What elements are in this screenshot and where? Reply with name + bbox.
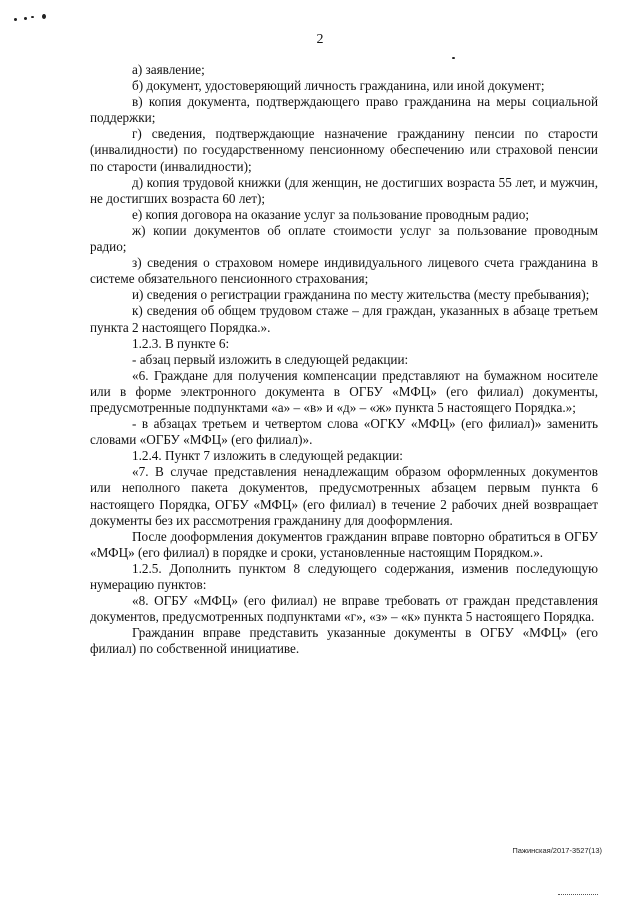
paragraph: Гражданин вправе представить указанные документы в ОГБУ «МФЦ» (его филиал) по собственной инициативе. [90, 625, 598, 657]
scan-mark [31, 16, 34, 18]
paragraph: 1.2.5. Дополнить пунктом 8 следующего содержания, изменив последующую нумерацию пунктов: [90, 560, 598, 592]
scan-mark [42, 14, 46, 19]
paragraph: «6. Граждане для получения компенсации представляют на бумажном носителе или в форме электронного документа в ОГБУ «МФЦ» (его филиал) документы, предусмотренные подпунктами «а» – «в» и «д» – «ж» пункта 5 настоящего Порядка.»; [90, 367, 598, 415]
paragraph: б) документ, удостоверяющий личность гражданина, или иной документ; [132, 78, 545, 94]
paragraph: 1.2.3. В пункте 6: [132, 335, 230, 351]
scan-mark [452, 57, 455, 59]
paragraph: - абзац первый изложить в следующей редакции: [132, 351, 409, 367]
paragraph: «7. В случае представления ненадлежащим образом оформленных документов или неполного пакета документов, предусмотренных абзацем первым пункта 6 настоящего Порядка, ОГБУ «МФЦ» (его филиал) в течение 2 рабочих дней возвращает документы без их рассмотрения гражданину для дооформления. [90, 464, 598, 528]
paragraph: 1.2.4. Пункт 7 изложить в следующей редакции: [132, 448, 403, 464]
paragraph: ж) копии документов об оплате стоимости услуг за пользование проводным радио; [90, 222, 598, 255]
paragraph: к) сведения об общем трудовом стаже – для граждан, указанных в абзаце третьем пункта 2 настоящего Порядка.». [90, 303, 598, 335]
paragraph: з) сведения о страховом номере индивидуального лицевого счета гражданина в системе обязательного пенсионного страхования; [90, 255, 598, 287]
scan-mark [14, 18, 17, 21]
paragraph: «8. ОГБУ «МФЦ» (его филиал) не вправе требовать от граждан представления документов, предусмотренных подпунктами «г», «з» – «к» пункта 5 настоящего Порядка. [90, 593, 598, 625]
page-number: 2 [316, 32, 324, 47]
paragraph: в) копия документа, подтверждающего право гражданина на меры социальной поддержки; [90, 94, 598, 126]
footer-code: Пажинская/2017-3527(13) [512, 846, 602, 855]
paragraph: и) сведения о регистрации гражданина по месту жительства (месту пребывания); [132, 287, 590, 303]
document-body [90, 62, 598, 657]
paragraph: - в абзацах третьем и четвертом слова «ОГКУ «МФЦ» (его филиал)» заменить словами «ОГБУ «МФЦ» (его филиал)». [90, 416, 598, 448]
paragraph: После дооформления документов гражданин вправе повторно обратиться в ОГБУ «МФЦ» (его филиал) в порядке и сроки, установленные настоящим Порядком.». [90, 528, 598, 560]
paragraph: д) копия трудовой книжки (для женщин, не достигших возраста 55 лет, и мужчин, не достигших возраста 60 лет); [90, 174, 598, 206]
scan-mark [24, 17, 27, 20]
scan-mark [558, 894, 598, 897]
paragraph: г) сведения, подтверждающие назначение гражданину пенсии по старости (инвалидности) по государственному пенсионному обеспечению или страховой пенсии по старости (инвалидности); [90, 126, 598, 174]
paragraph: е) копия договора на оказание услуг за пользование проводным радио; [132, 206, 529, 222]
paragraph: а) заявление; [132, 62, 205, 77]
